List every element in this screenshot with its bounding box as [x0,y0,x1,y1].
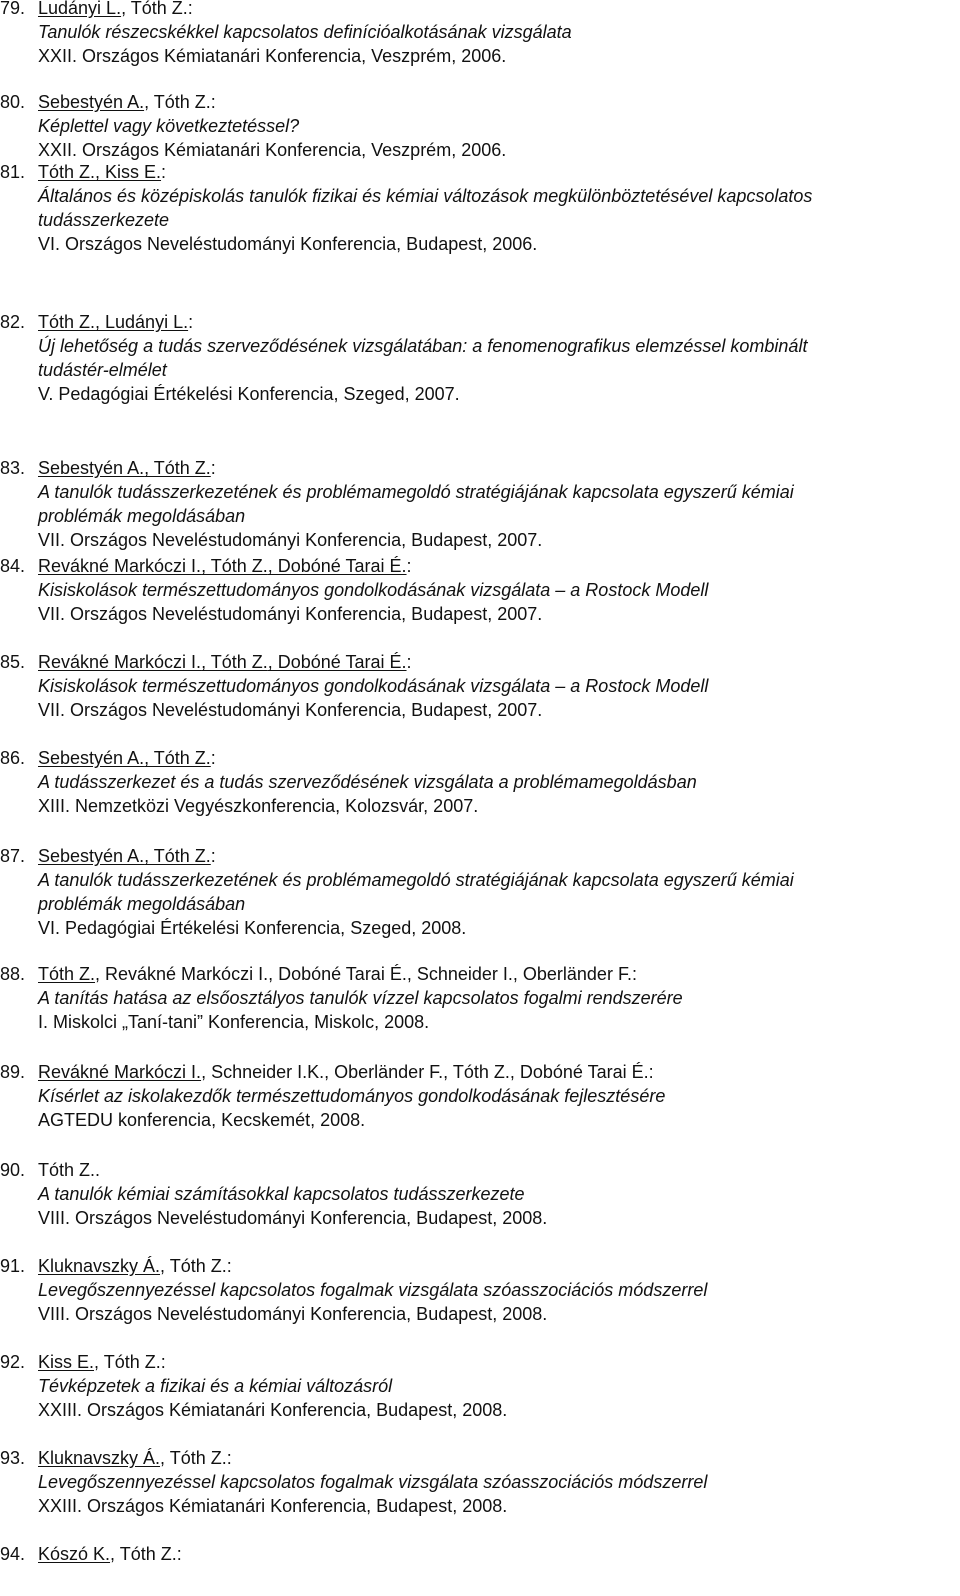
author-segment: : [210,748,216,768]
reference-title: A tanítás hatása az elsőosztályos tanulók vízzel kapcsolatos fogalmi rendszerére [38,988,683,1008]
reference-title: tudástér-elmélet [38,360,167,380]
reference-number: 90. [0,1160,26,1180]
reference-venue: XXIII. Országos Kémiatanári Konferencia, Budapest, 2008. [38,1400,508,1420]
reference-venue: XIII. Nemzetközi Vegyészkonferencia, Kolozsvár, 2007. [38,796,479,816]
reference-number: 89. [0,1062,26,1082]
reference-title: A tanulók tudásszerkezetének és problémamegoldó stratégiájának kapcsolata egyszerű kémiai [38,870,794,890]
reference-number: 81. [0,162,26,182]
author-segment: : [210,458,216,478]
author-segment: , Tóth Z.: [110,1544,182,1564]
reference-authors-line [0,962,945,986]
reference-entry [0,1060,945,1132]
reference-title: Általános és középiskolás tanulók fizikai és kémiai változások megkülönböztetésével kapcsolatos [38,186,813,206]
reference-authors-line [0,0,945,20]
reference-title: A tudásszerkezet és a tudás szerveződésének vizsgálata a problémamegoldásban [38,772,697,792]
reference-entry [0,1254,945,1326]
reference-entry [0,746,945,818]
author-segment: , Kiss E. [95,162,162,182]
reference-venue: VII. Országos Neveléstudományi Konferencia, Budapest, 2007. [38,700,543,720]
author-segment: Kluknavszky Á. [38,1448,161,1468]
reference-number: 93. [0,1448,26,1468]
author-segment: , Tóth Z.: [144,92,216,112]
reference-venue: XXII. Országos Kémiatanári Konferencia, Veszprém, 2006. [38,46,507,66]
reference-venue: XXIII. Országos Kémiatanári Konferencia, Budapest, 2008. [38,1496,508,1516]
reference-venue: VIII. Országos Neveléstudományi Konferencia, Budapest, 2008. [38,1208,548,1228]
reference-title: tudásszerkezete [38,210,170,230]
reference-authors-line [0,1446,945,1470]
author-segment: : [188,312,194,332]
reference-title: problémák megoldásában [38,894,246,914]
reference-title: Levegőszennyezéssel kapcsolatos fogalmak vizsgálata szóasszociációs módszerrel [38,1280,708,1300]
author-segment: Kluknavszky Á. [38,1256,161,1276]
reference-authors-line [0,844,945,868]
reference-entry [0,0,945,68]
reference-entry [0,650,945,722]
author-segment: , Dobóné Tarai É. [267,556,407,576]
reference-title: Új lehetőség a tudás szerveződésének vizsgálatában: a fenomenografikus elemzéssel kombinált [38,336,808,356]
author-segment: : [210,846,216,866]
reference-venue: VIII. Országos Neveléstudományi Konferencia, Budapest, 2008. [38,1304,548,1324]
reference-authors-line [0,310,945,334]
reference-title: A tanulók kémiai számításokkal kapcsolatos tudásszerkezete [38,1184,525,1204]
author-segment: Tóth Z. [38,964,96,984]
reference-number: 83. [0,458,26,478]
reference-number: 80. [0,92,26,112]
reference-number: 94. [0,1544,26,1564]
reference-authors-line [0,746,945,770]
reference-title: problémák megoldásában [38,506,246,526]
author-segment: , Tóth Z. [144,846,211,866]
reference-entry [0,1542,945,1566]
author-segment: Tóth Z.. [38,1160,101,1180]
author-segment: Tóth Z. [38,162,96,182]
reference-number: 91. [0,1256,26,1276]
reference-venue: I. Miskolci „Taní-tani” Konferencia, Miskolc, 2008. [38,1012,430,1032]
reference-authors-line [0,1158,945,1182]
reference-entry [0,962,945,1034]
reference-number: 82. [0,312,26,332]
author-segment: , Revákné Markóczi I., Dobóné Tarai É., Schneider I., Oberländer F.: [95,964,637,984]
author-segment: , Tóth Z. [144,458,211,478]
author-segment: , Tóth Z. [144,748,211,768]
reference-title: Levegőszennyezéssel kapcsolatos fogalmak vizsgálata szóasszociációs módszerrel [38,1472,708,1492]
author-segment: Revákné Markóczi I. [38,652,202,672]
reference-number: 86. [0,748,26,768]
reference-entry [0,1446,945,1518]
reference-number: 84. [0,556,26,576]
author-segment: Revákné Markóczi I. [38,1062,202,1082]
reference-venue: VI. Országos Neveléstudományi Konferencia, Budapest, 2006. [38,234,538,254]
reference-venue: AGTEDU konferencia, Kecskemét, 2008. [38,1110,366,1130]
author-segment: Revákné Markóczi I. [38,556,202,576]
author-segment: , Ludányi L. [95,312,189,332]
reference-entry [0,310,945,406]
reference-venue: VII. Országos Neveléstudományi Konferencia, Budapest, 2007. [38,530,543,550]
reference-number: 85. [0,652,26,672]
reference-authors-line [0,650,945,674]
author-segment: Sebestyén A. [38,748,145,768]
author-segment: , Schneider I.K., Oberländer F., Tóth Z., Dobóné Tarai É.: [201,1062,654,1082]
reference-title: Képlettel vagy következtetéssel? [38,116,300,136]
author-segment: , Tóth Z.: [121,0,193,18]
reference-authors-line [0,1542,945,1566]
author-segment: , Tóth Z.: [160,1256,232,1276]
author-segment: Tóth Z. [38,312,96,332]
reference-authors-line [0,554,945,578]
reference-venue: VI. Pedagógiai Értékelési Konferencia, Szeged, 2008. [38,918,467,938]
reference-number: 92. [0,1352,26,1372]
author-segment: : [406,556,412,576]
author-segment: : [406,652,412,672]
author-segment: , Tóth Z. [201,556,268,576]
reference-title: Tévképzetek a fizikai és a kémiai változásról [38,1376,393,1396]
author-segment: , Tóth Z.: [160,1448,232,1468]
author-segment: Sebestyén A. [38,846,145,866]
reference-authors-line [0,160,945,184]
reference-entry [0,160,945,256]
reference-entry [0,1158,945,1230]
reference-title: Kisiskolások természettudományos gondolkodásának vizsgálata – a Rostock Modell [38,580,709,600]
reference-title: Tanulók részecskékkel kapcsolatos definícióalkotásának vizsgálata [38,22,572,42]
reference-number: 87. [0,846,26,866]
reference-venue: XXII. Országos Kémiatanári Konferencia, Veszprém, 2006. [38,140,507,160]
reference-venue: VII. Országos Neveléstudományi Konferencia, Budapest, 2007. [38,604,543,624]
reference-title: A tanulók tudásszerkezetének és problémamegoldó stratégiájának kapcsolata egyszerű kémiai [38,482,794,502]
author-segment: , Tóth Z.: [94,1352,166,1372]
reference-authors-line [0,1060,945,1084]
reference-number: 88. [0,964,26,984]
author-segment: Sebestyén A. [38,92,145,112]
reference-authors-line [0,1254,945,1278]
reference-title: Kísérlet az iskolakezdők természettudományos gondolkodásának fejlesztésére [38,1086,666,1106]
reference-entry [0,90,945,162]
reference-entry [0,1350,945,1422]
author-segment: Kószó K. [38,1544,111,1564]
reference-authors-line [0,456,945,480]
reference-venue: V. Pedagógiai Értékelési Konferencia, Szeged, 2007. [38,384,460,404]
author-segment: Ludányi L. [38,0,122,18]
reference-authors-line [0,90,945,114]
reference-entry [0,844,945,940]
reference-entry [0,456,945,552]
reference-title: Kisiskolások természettudományos gondolkodásának vizsgálata – a Rostock Modell [38,676,709,696]
author-segment: Kiss E. [38,1352,95,1372]
author-segment: Sebestyén A. [38,458,145,478]
author-segment: , Dobóné Tarai É. [267,652,407,672]
author-segment: , Tóth Z. [201,652,268,672]
reference-entry [0,554,945,626]
reference-authors-line [0,1350,945,1374]
author-segment: : [161,162,167,182]
reference-number: 79. [0,0,26,18]
